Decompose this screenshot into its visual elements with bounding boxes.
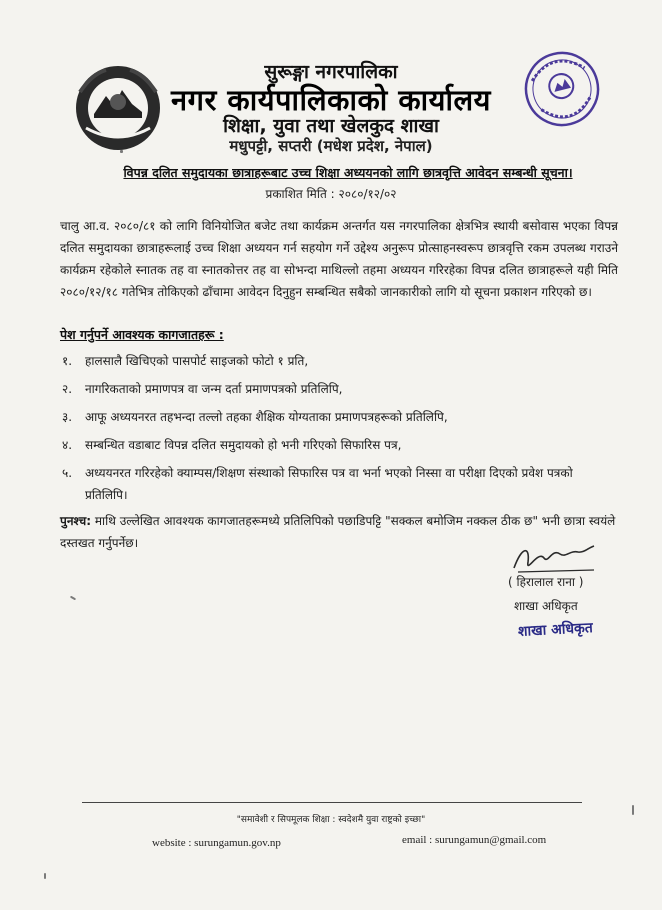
list-item-number: ३. [62, 410, 73, 424]
scan-speck [70, 596, 76, 601]
municipality-name: सुरूङ्गा नगरपालिका [264, 61, 398, 83]
list-item-text: नागरिकताको प्रमाणपत्र वा जन्म दर्ता प्रमाणपत्रको प्रतिलिपि, [85, 382, 343, 396]
list-item-number: १. [62, 354, 73, 368]
list-item-number: ५. [62, 466, 73, 480]
scan-speck [120, 150, 123, 153]
office-name: नगर कार्यपालिकाको कार्यालय [171, 83, 491, 117]
published-date: प्रकाशित मिति : २०८०/१२/०२ [265, 187, 397, 201]
office-address: मधुपट्टी, सप्तरी (मधेश प्रदेश, नेपाल) [229, 137, 433, 155]
list-item-text: आफू अध्ययनरत तहभन्दा तल्लो तहका शैक्षिक योग्यताका प्रमाणपत्रहरूको प्रतिलिपि, [85, 410, 448, 424]
list-item-text: अध्ययनरत गरिरहेको क्याम्पस/शिक्षण संस्थाको सिफारिस पत्र वा भर्ना भएको निस्सा वा परीक्षा दिएको प्रवेश पत्रको प्रतिलिपि। [85, 466, 573, 502]
footer-divider [82, 802, 582, 803]
list-item-number: ४. [62, 438, 73, 452]
footer-website: website : surungamun.gov.np [152, 837, 281, 849]
list-item-text: हालसालै खिचिएको पासपोर्ट साइजको फोटो १ प्रति, [85, 354, 309, 368]
signatory-title: शाखा अधिकृत [514, 599, 578, 613]
footer-email: email : surungamun@gmail.com [402, 834, 547, 846]
notice-subject: विपन्न दलित समुदायका छात्राहरूबाट उच्च शिक्षा अध्ययनको लागि छात्रवृत्ति आवेदन सम्बन्धी सूचना। [123, 165, 573, 180]
signatory-name: ( हिरालाल राना ) [508, 575, 584, 589]
list-item-text: सम्बन्धित वडाबाट विपन्न दलित समुदायको हो भनी गरिएको सिफारिस पत्र, [85, 438, 402, 452]
round-office-seal-icon [513, 44, 611, 134]
required-documents-heading: पेश गर्नुपर्ने आवश्यक कागजातहरू : [60, 327, 224, 342]
scan-speck [632, 805, 634, 815]
postscript-label: पुनश्च: [60, 514, 91, 528]
section-name: शिक्षा, युवा तथा खेलकुद शाखा [223, 115, 439, 137]
footer-motto: "समावेशी र सिपमूलक शिक्षा : स्वदेशमै युवा राष्ट्रको इच्छा" [236, 815, 426, 825]
scan-speck [44, 873, 46, 879]
designation-stamp: शाखा अधिकृत [517, 620, 594, 640]
list-item-number: २. [62, 382, 73, 396]
postscript-text: माथि उल्लेखित आवश्यक कागजातहरूमध्ये प्रतिलिपिको पछाडिपट्टि "सक्कल बमोजिम नक्कल ठीक छ" भनी छात्रा स्वयंले दस्तखत गर्नुपर्नेछ। [60, 514, 616, 550]
notice-body: चालु आ.व. २०८०/८१ को लागि विनियोजित बजेट तथा कार्यक्रम अन्तर्गत यस नगरपालिका क्षेत्रभित्र स्थायी बसोवास भएका विपन्न दलित समुदायका छात्राहरूलाई उच्च शिक्षा अध्ययन गर्न सहयोग गर्ने उद्देश्य अनुरूप प्रोत्साहनस्वरूप छात्रवृत्ति रकम उपलब्ध गराउने कार्यक्रम रहेकोले स्नातक तह वा स्नातकोत्तर तह वा सोभन्दा माथिल्लो तहमा अध्ययन गरिरहेका विपन्न दलित छात्राहरूले यही मिति २०८०/१२/१८ गतेभित्र तोकिएको ढाँचामा आवेदन दिनुहुन सम्बन्धित सबैको जानकारीको लागि यो सूचना प्रकाशन गरिएको छ। [60, 219, 618, 299]
